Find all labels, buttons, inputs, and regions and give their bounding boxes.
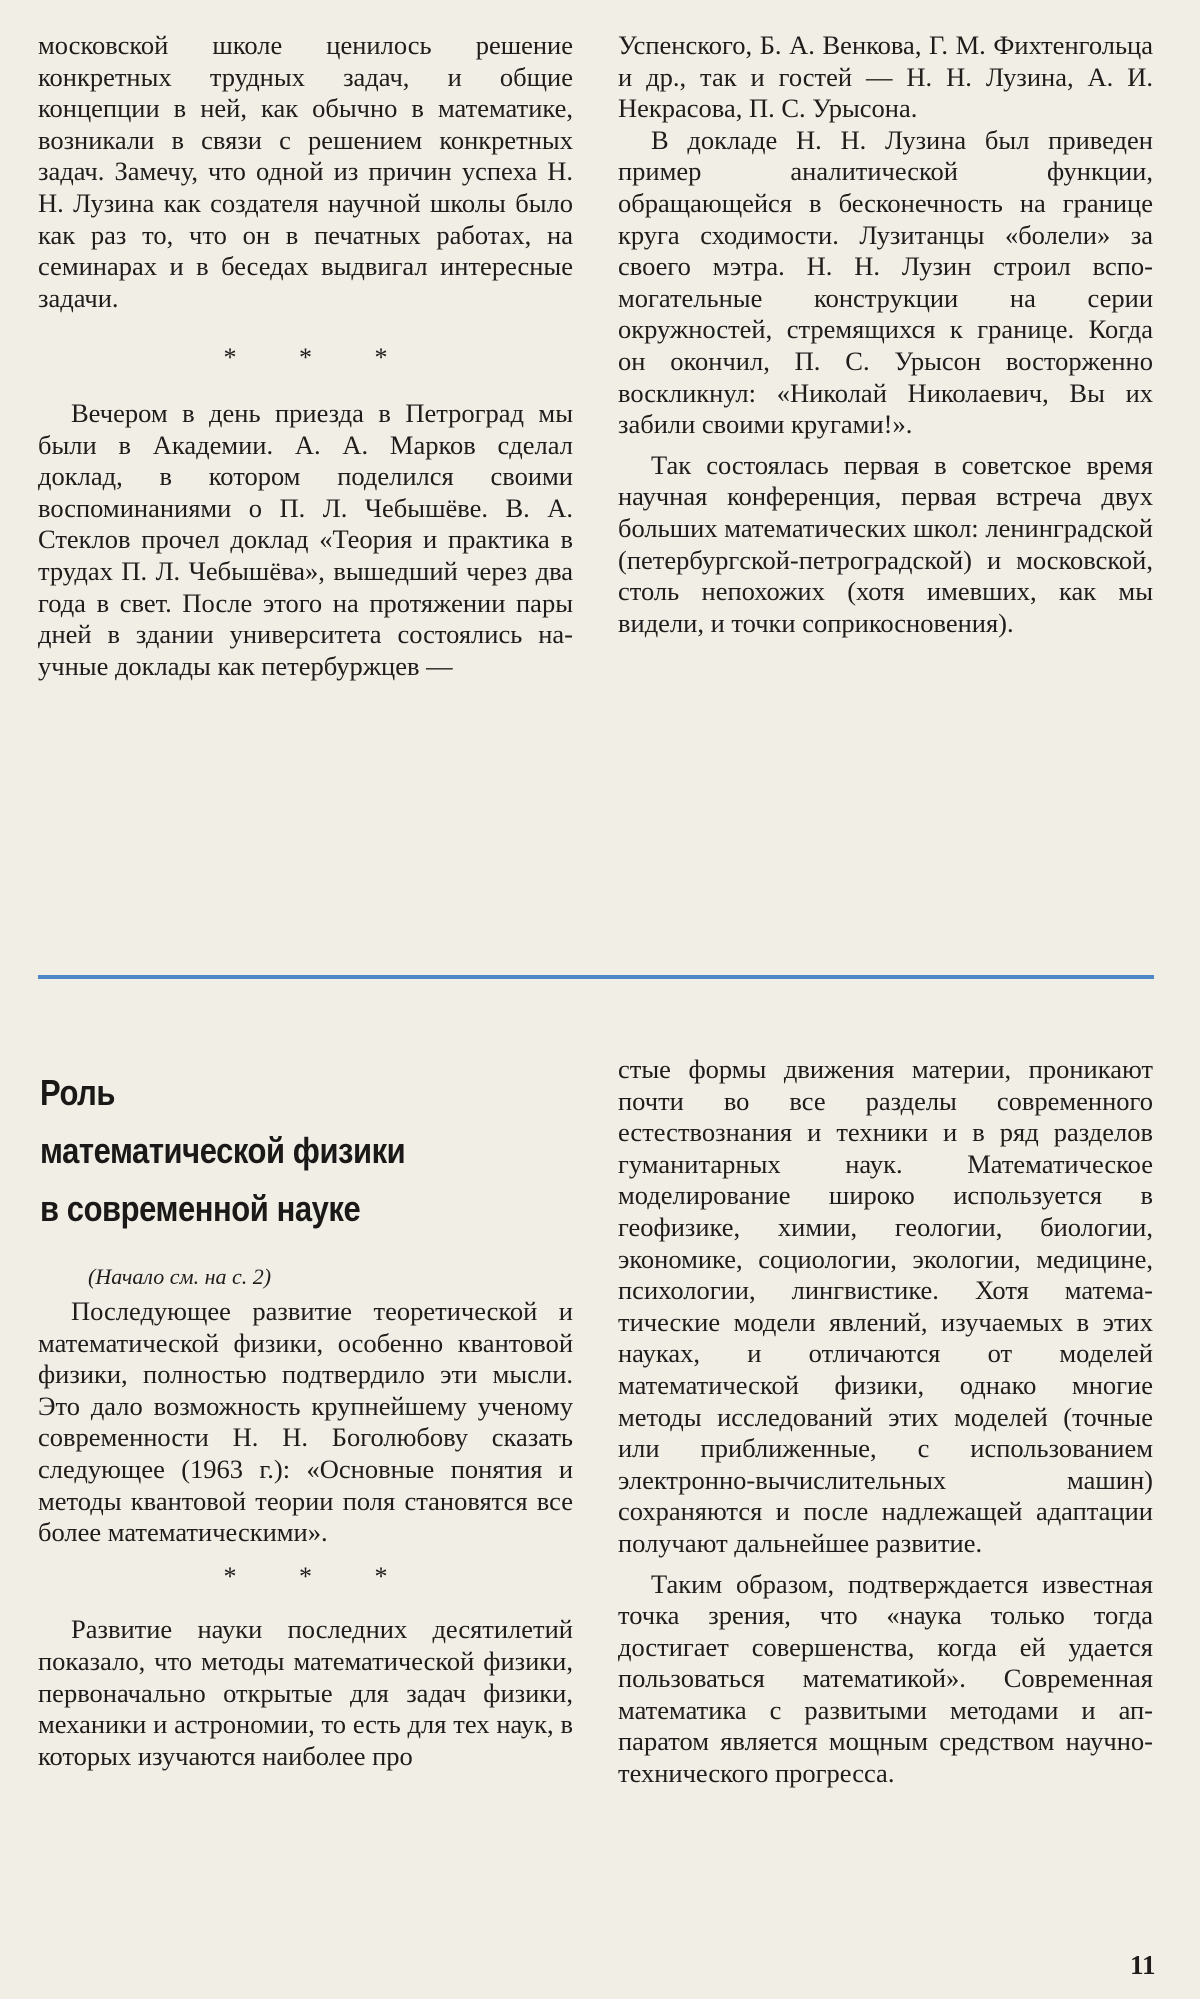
section-separator: * * *: [223, 343, 416, 373]
paragraph: Последующее развитие теоретической и математической физики, особенно квантовой физики, полностью подтвердило эти мысли. Это дало возможность крупнейшему ученому современности Н. Н. Боголюбову сказать следующее (1963 г.): «Основные понятия и методы квантовой теории поля становятся все более математическими».: [38, 1296, 573, 1548]
paragraph: Успенского, Б. А. Венкова, Г. М. Фихтенгольца и др., так и гостей — Н. Н. Лузина, А. И. Некрасова, П. С. Урысона.: [618, 30, 1153, 124]
title-line: в современной науке: [40, 1188, 361, 1229]
page-number: 11: [1130, 1950, 1156, 1980]
section-divider: [38, 975, 1154, 979]
article-left-column: [38, 1296, 573, 1772]
previous-article-right-column: [618, 30, 1153, 639]
paragraph: В докладе Н. Н. Лузина был приведен пример аналитической функции, обращающейся в бесконечность на границе круга сходимости. Лузитанцы «болели» за своего мэтра. Н. Н. Лузин строил вспомогательные конструкции на серии окружностей, стремящихся к границе. Когда он окончил, П. С. Урысон восторженно воскликнул: «Николай Николаевич, Вы их забили своими кругами!».: [618, 124, 1153, 440]
title-line: Роль: [40, 1072, 116, 1113]
article-title: [40, 1064, 504, 1238]
paragraph: Таким образом, подтверждается известная точка зрения, что «наука только тогда достигает совершенства, когда ей удается пользоваться математикой». Современная математика с развитыми методами и аппаратом является мощным средством научно-технического прогресса.: [618, 1568, 1153, 1789]
paragraph: стые формы движения материи, проникают почти во все разделы современного естествознания и техники и в ряд разделов гуманитарных наук. Математическое моделирование широко используется в геофизике, химии, геологии, биологии, экономике, социологии, экологии, медицине, психологии, лингвистике. Хотя математические модели явлений, изучаемых в этих науках, и отличаются от моделей математической физики, однако многие методы исследований этих моделей (точные или приближенные, с использованием электронно-вычислительных машин) сохраняются и после надлежащей адаптации получают дальнейшее развитие.: [618, 1054, 1153, 1558]
title-line: математической физики: [40, 1130, 406, 1171]
paragraph: московской школе ценилось решение конкретных трудных задач, и общие концепции в ней, как обычно в математике, возникали в связи с решением конкретных задач. Замечу, что одной из причин успеха Н. Н. Лузина как создателя научной школы было как раз то, что он в печатных работах, на семинарах и в беседах выдвигал интересные задачи.: [38, 30, 573, 313]
paragraph: Вечером в день приезда в Петроград мы были в Академии. А. А. Марков сделал доклад, в котором поделился своими воспоминаниями о П. Л. Чебышёве. В. А. Стеклов прочел доклад «Теория и практика в трудах П. Л. Чебышёва», вышедший через два года в свет. После этого на протяжении пары дней в здании университета состоялись научные доклады как петербуржцев —: [38, 397, 573, 681]
previous-article-left-column: [38, 30, 573, 682]
paragraph: Так состоялась первая в советское время научная конференция, первая встреча двух больших математических школ: ленинградской (петербургской-петроградской) и московской, столь непохожих (хотя имевших, как мы видели, и точки соприкосновения).: [618, 449, 1153, 638]
paragraph: Развитие науки последних десятилетий показало, что методы математической физики, первоначально открытые для задач физики, механики и астрономии, то есть для тех наук, в которых изучаются наиболее про: [38, 1614, 573, 1771]
continuation-note: (Начало см. на с. 2): [88, 1264, 272, 1289]
article-right-column: [618, 1054, 1153, 1790]
section-separator: * * *: [223, 1561, 416, 1591]
